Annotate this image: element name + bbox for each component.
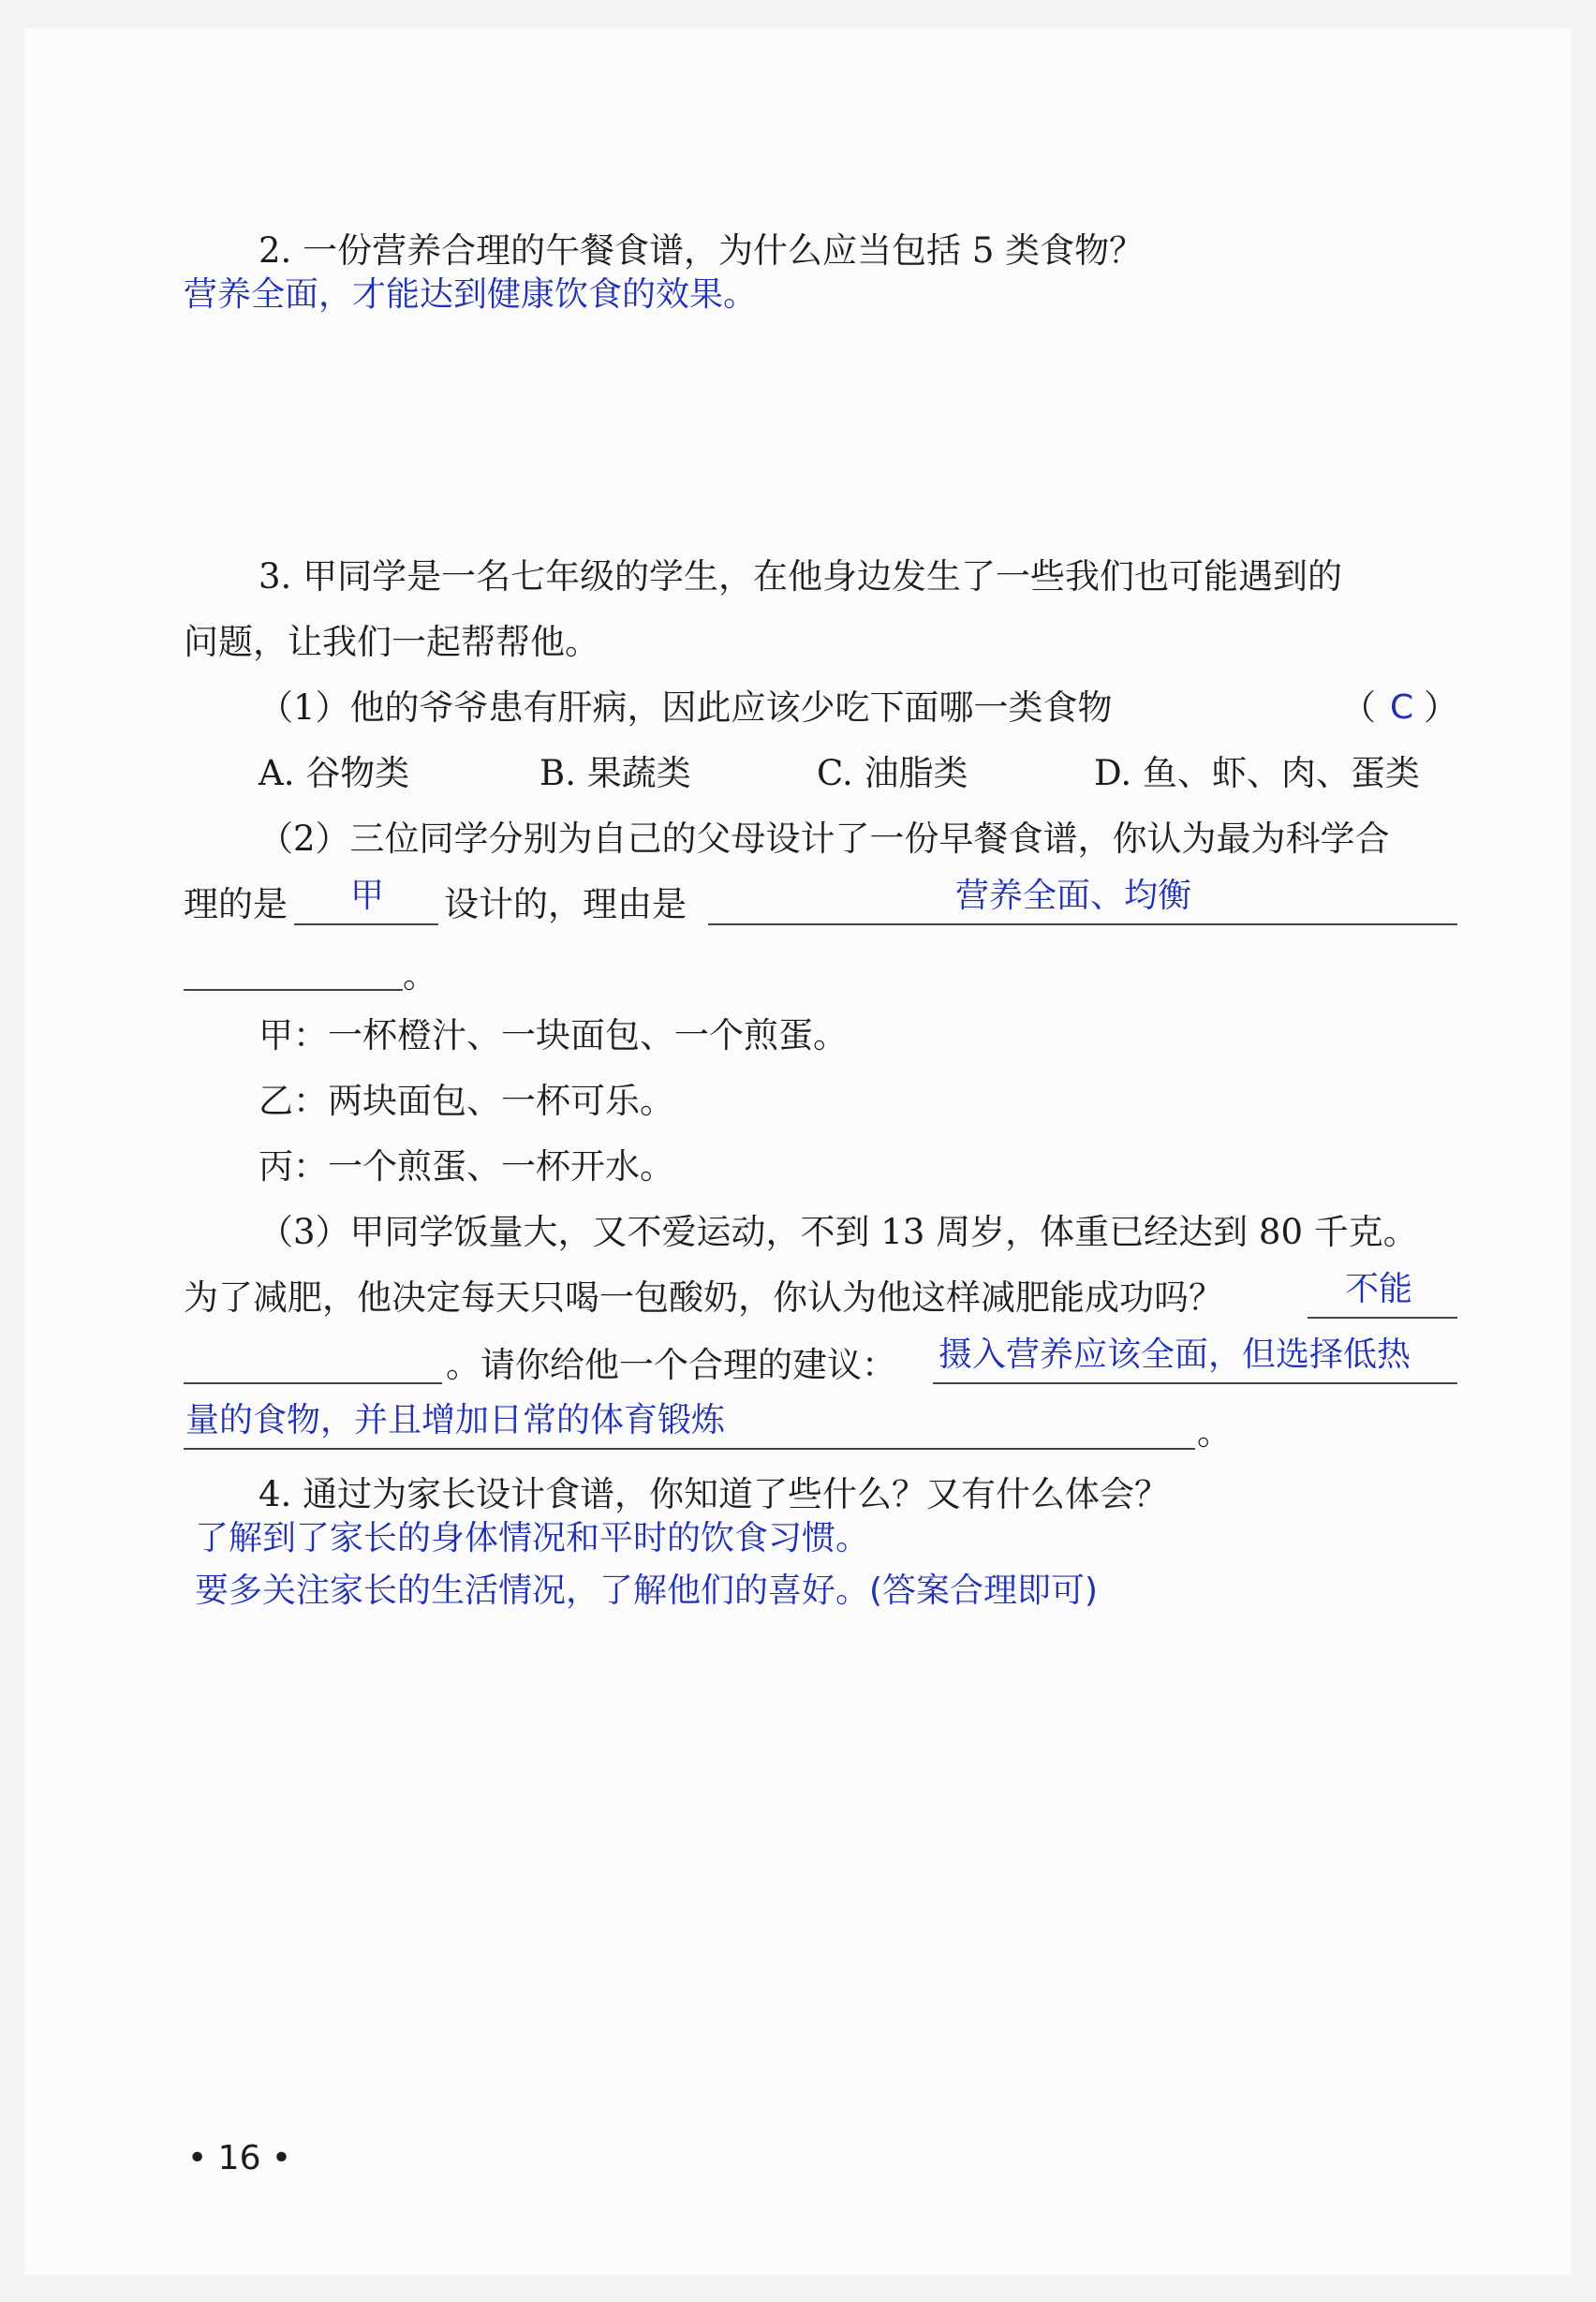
q3-sub2-menu-yi: 乙：两块面包、一杯可乐。 [259,1081,674,1121]
q3-sub2-middle: 设计的，理由是 [444,884,687,924]
q3-sub2-reason-blank [708,923,1457,925]
q3-sub2-who-blank [294,923,438,925]
q3-sub3-advice-blank-cont [184,1448,1195,1450]
q3-sub3-can-blank [1308,1317,1457,1319]
q2-question: 2. 一份营养合理的午餐食谱，为什么应当包括 5 类食物？ [259,230,1145,271]
page-number: • 16 • [187,2139,292,2177]
q3-intro-line2: 问题，让我们一起帮帮他。 [184,622,599,662]
q3-sub1-paren-open: （ [1341,687,1376,728]
q3-sub3-line1: （3）甲同学饭量大，又不爱运动，不到 13 周岁，体重已经达到 80 千克。 [259,1212,1418,1252]
q3-sub1-option-b: B. 果蔬类 [539,753,691,793]
q3-sub3-answer-can: 不能 [1345,1270,1413,1308]
q3-intro-line1: 3. 甲同学是一名七年级的学生，在他身边发生了一些我们也可能遇到的 [259,556,1343,597]
q2-answer: 营养全面，才能达到健康饮食的效果。 [184,275,758,314]
q3-sub1-option-c: C. 油脂类 [817,753,968,793]
q3-sub2-answer-who: 甲 [350,877,385,915]
q4-question: 4. 通过为家长设计食谱，你知道了些什么？又有什么体会？ [259,1474,1170,1514]
q3-sub2-menu-jia: 甲：一杯橙汁、一块面包、一个煎蛋。 [259,1015,848,1055]
workbook-page [24,28,1572,2276]
q3-sub1-option-a: A. 谷物类 [259,753,410,793]
q3-sub3-line3: 。请你给他一个合理的建议： [446,1345,896,1385]
q3-sub2-reason-blank-cont [184,989,403,991]
q4-answer-line2: 要多关注家长的生活情况，了解他们的喜好。(答案合理即可) [195,1572,1099,1610]
q3-sub1-option-d: D. 鱼、虾、肉、蛋类 [1094,753,1420,793]
q3-sub3-advice-blank [933,1382,1457,1384]
q3-sub2-menu-bing: 丙：一个煎蛋、一杯开水。 [259,1146,674,1187]
q3-sub3-end: 。 [1197,1412,1232,1453]
q3-sub3-can-blank-cont [184,1382,442,1384]
q3-sub2-answer-reason: 营养全面、均衡 [955,877,1192,915]
q3-sub3-answer-advice-2: 量的食物，并且增加日常的体育锻炼 [185,1401,726,1439]
q3-sub2-line1: （2）三位同学分别为自己的父母设计了一份早餐食谱，你认为最为科学合 [259,819,1390,859]
q3-sub2-end: 。 [403,955,437,996]
q3-sub3-line2: 为了减肥，他决定每天只喝一包酸奶，你认为他这样减肥能成功吗？ [184,1277,1223,1318]
q3-sub1-question: （1）他的爷爷患有肝病，因此应该少吃下面哪一类食物 [259,687,1113,728]
q4-answer-line1: 了解到了家长的身体情况和平时的饮食习惯。 [195,1519,870,1557]
q3-sub1-answer: C [1390,688,1414,727]
q3-sub1-paren-close: ） [1424,687,1458,728]
q3-sub2-prefix: 理的是 [184,884,288,924]
q3-sub3-answer-advice-1: 摄入营养应该全面，但选择低热 [938,1335,1411,1374]
